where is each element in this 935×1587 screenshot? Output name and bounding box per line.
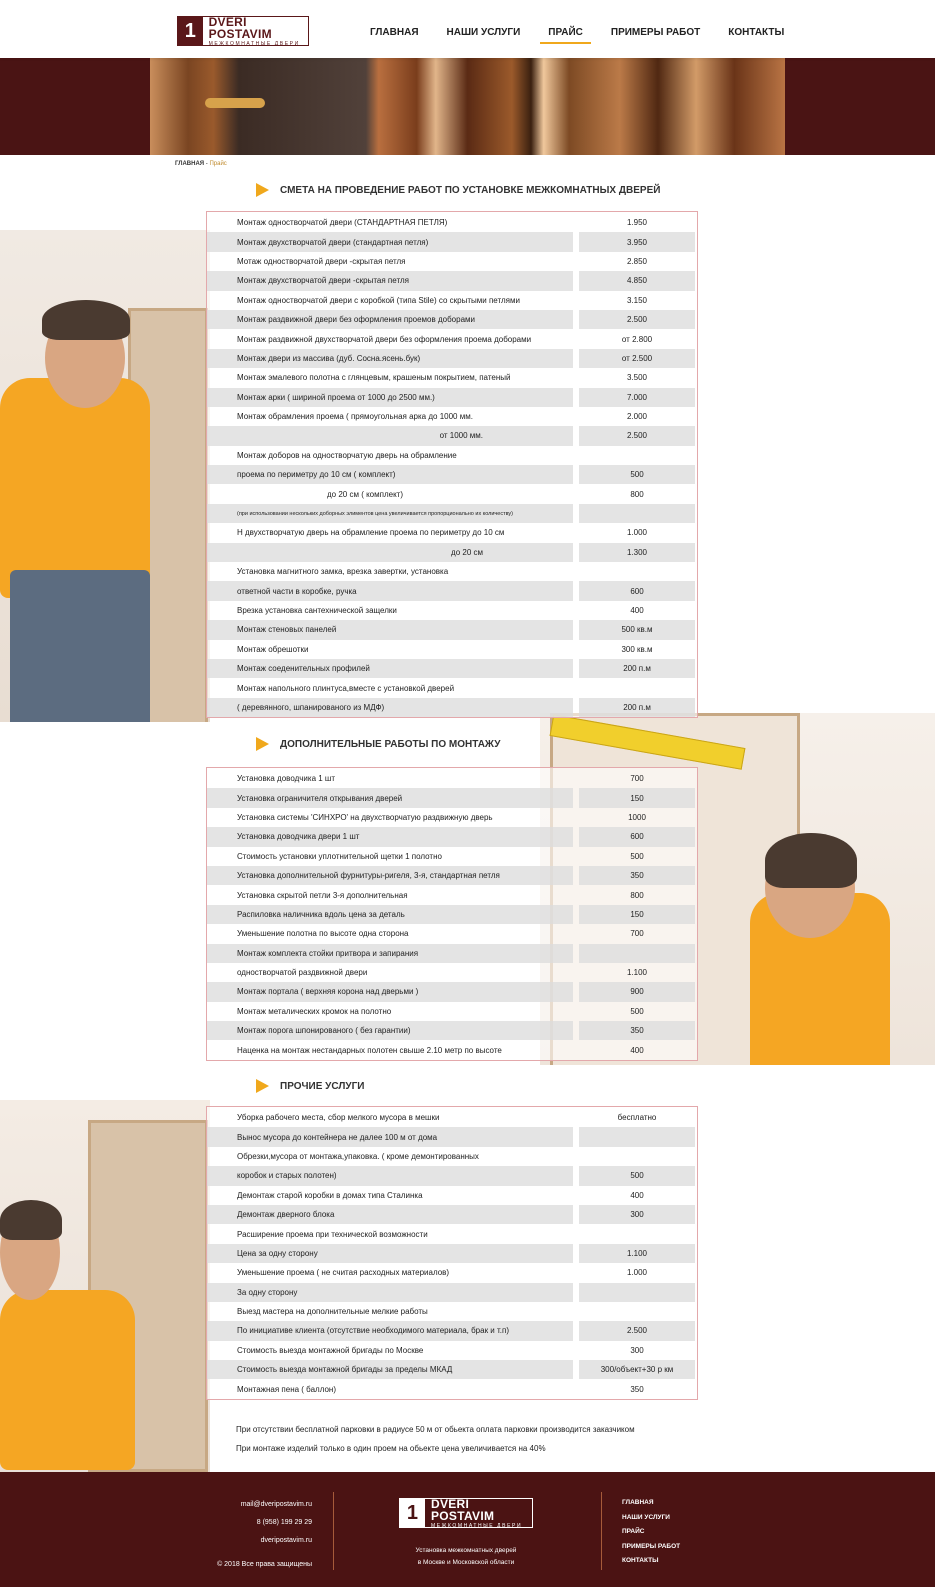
table-row — [207, 523, 697, 542]
footer-nav-home[interactable]: ГЛАВНАЯ — [622, 1499, 654, 1506]
service-name: Обрезки,мусора от монтажа,упаковка. ( кроме демонтированных — [237, 1151, 479, 1161]
service-name: Стоимость выезда монтажной бригады по Москве — [237, 1345, 424, 1355]
service-price — [579, 1127, 695, 1146]
service-name: Монтаж двери из массива (дуб. Сосна.ясень.бук) — [207, 349, 573, 368]
service-name: Вынос мусора до контейнера не далее 100 м от дома — [207, 1127, 573, 1146]
service-name: Распиловка наличника вдоль цена за деталь — [207, 905, 573, 924]
table-row — [207, 808, 697, 827]
service-price: 300 кв.м — [621, 644, 653, 654]
table-row — [207, 446, 697, 465]
nav-item-price[interactable]: ПРАЙС — [540, 0, 591, 44]
service-price — [579, 446, 695, 465]
service-price: 700 — [630, 929, 644, 939]
table-row — [207, 944, 697, 963]
logo[interactable] — [177, 16, 309, 46]
service-name: Монтаж доборов на одностворчатую дверь на обрамление — [237, 450, 457, 460]
note-parking: При отсутствии бесплатной парковки в радиусе 50 м от обьекта оплата парковки производится заказчиком — [236, 1425, 635, 1434]
service-price: бесплатно — [617, 1113, 657, 1123]
service-price: 3.150 — [626, 295, 648, 305]
table-row — [207, 271, 697, 290]
service-name: ( деревянного, шпанированого из МДФ) — [207, 698, 573, 717]
service-price: 1.000 — [626, 1268, 648, 1278]
footer-nav-services[interactable]: НАШИ УСЛУГИ — [622, 1513, 670, 1521]
service-name: до 20 см — [207, 543, 573, 562]
table-row — [207, 349, 697, 368]
footer-tagline: Установка межкомнатных дверей в Москве и Московской области — [415, 1547, 517, 1566]
service-price — [579, 1224, 695, 1243]
service-name: Установка доводчика двери 1 шт — [207, 827, 573, 846]
table-row — [207, 1002, 697, 1021]
service-price: 800 — [630, 890, 644, 900]
service-name: от 1000 мм. — [207, 426, 573, 445]
site-footer — [0, 1472, 935, 1587]
table-row — [207, 1244, 697, 1263]
table-row — [207, 769, 697, 788]
service-price: 2.500 — [579, 310, 695, 329]
table-row — [207, 1166, 697, 1185]
service-name: Уборка рабочего места, сбор мелкого мусора в мешки — [237, 1113, 440, 1123]
section-title-additional: ДОПОЛНИТЕЛЬНЫЕ РАБОТЫ ПО МОНТАЖУ — [256, 737, 500, 751]
service-name: Монтаж одностворчатой двери с коробкой (типа Stile) со скрытыми петлями — [237, 295, 520, 305]
service-price — [579, 1147, 695, 1166]
service-price: 2.000 — [626, 412, 648, 422]
service-price: 1.300 — [579, 543, 695, 562]
service-price: 500 — [579, 465, 695, 484]
service-name: Уменьшение проема ( не считая расходных материалов) — [237, 1268, 450, 1278]
table-row — [207, 1127, 697, 1146]
service-price: 2.850 — [626, 256, 648, 266]
footer-phone[interactable]: 8 (958) 199 29 29 — [256, 1519, 312, 1526]
service-name: Монтаж соеденительных профилей — [207, 659, 573, 678]
service-price: 3.500 — [626, 373, 648, 383]
service-name: Монтаж металических кромок на полотно — [237, 1006, 392, 1016]
table-row — [207, 678, 697, 697]
service-price: 400 — [630, 606, 644, 615]
table-row — [207, 788, 697, 807]
service-name: Монтаж напольного плинтуса,вместе с установкой дверей — [237, 683, 455, 693]
table-row — [207, 1360, 697, 1379]
table-row — [207, 407, 697, 426]
service-price: 500 — [630, 851, 644, 861]
table-row — [207, 1205, 697, 1224]
service-name: Монтаж арки ( шириной проема от 1000 до 2500 мм.) — [207, 388, 573, 407]
service-price: 150 — [579, 788, 695, 807]
service-price: 500 — [630, 1006, 644, 1016]
table-row — [207, 213, 697, 232]
price-table-other — [206, 1106, 698, 1400]
table-row — [207, 1040, 697, 1059]
service-name: Н двухстворчатую дверь на обрамление проема по периметру до 10 см — [237, 528, 505, 538]
table-row — [207, 1021, 697, 1040]
service-price — [579, 678, 695, 697]
footer-nav-price[interactable]: ПРАЙС — [622, 1528, 645, 1535]
arrow-icon — [256, 183, 269, 197]
table-row — [207, 1379, 697, 1398]
price-notes — [236, 1420, 635, 1458]
service-price: 900 — [579, 982, 695, 1001]
table-row — [207, 426, 697, 445]
service-name: Установка скрытой петли 3-я дополнительная — [237, 890, 408, 900]
table-row — [207, 1224, 697, 1243]
table-row — [207, 1263, 697, 1282]
table-row — [207, 291, 697, 310]
service-name: Демонтаж старой коробки в домах типа Сталинка — [237, 1190, 423, 1200]
footer-divider — [333, 1492, 334, 1570]
service-name: Мотаж одностворчатой двери -скрытая петля — [237, 256, 406, 266]
breadcrumb: ГЛАВНАЯ - Прайс — [175, 161, 227, 167]
service-name: Установка ограничителя открывания дверей — [207, 788, 573, 807]
table-row — [207, 484, 697, 503]
service-price: 300/объект+30 р км — [579, 1360, 695, 1379]
note-single-opening: При монтаже изделий только в один проем на обьекте цена увеличивается на 40% — [236, 1444, 546, 1453]
footer-nav-contacts[interactable]: КОНТАКТЫ — [622, 1557, 659, 1564]
service-name: Монтаж одностворчатой двери (СТАНДАРТНАЯ ПЕТЛЯ) — [237, 218, 448, 228]
installer-photo-3 — [0, 1100, 210, 1472]
service-price: 600 — [579, 827, 695, 846]
service-name: Расширение проема при технической возможности — [237, 1229, 428, 1239]
service-name: Монтаж двухстворчатой двери -скрытая петля — [207, 271, 573, 290]
service-price: 2.500 — [579, 1321, 695, 1340]
service-price: 200 п.м — [579, 659, 695, 678]
footer-contacts — [190, 1496, 312, 1574]
service-price: 400 — [630, 1190, 644, 1200]
service-name: Врезка установка сантехнической защелки — [237, 606, 397, 615]
service-name: (при использовании нескольких доборных элиментов цена увеличивается пропорционально их количеству) — [207, 504, 573, 523]
footer-divider — [601, 1492, 602, 1570]
table-row — [207, 620, 697, 639]
table-row — [207, 963, 697, 982]
service-name: Стоимость выезда монтажной бригады за пределы МКАД — [207, 1360, 573, 1379]
service-name: Монтаж раздвижной двери без оформления проемов доборами — [207, 310, 573, 329]
service-name: Монтаж портала ( верхняя корона над дверьми ) — [207, 982, 573, 1001]
service-name: Монтаж раздвижной двухстворчатой двери без оформления проема доборами — [237, 334, 532, 344]
table-row — [207, 232, 697, 251]
breadcrumb-home[interactable]: ГЛАВНАЯ — [175, 161, 205, 167]
table-row — [207, 601, 697, 620]
service-price: 500 кв.м — [579, 620, 695, 639]
service-name: коробок и старых полотен) — [207, 1166, 573, 1185]
service-price: 1.000 — [626, 528, 648, 538]
service-name: Монтаж обрешотки — [237, 644, 309, 654]
nav-item-contacts[interactable]: КОНТАКТЫ — [728, 27, 785, 38]
service-name: Монтажная пена ( баллон) — [237, 1384, 336, 1394]
service-name: Установка дополнительной фурнитуры-ригеля, 3-я, стандартная петля — [207, 866, 573, 885]
section-title-other: ПРОЧИЕ УСЛУГИ — [256, 1079, 364, 1093]
table-row — [207, 1321, 697, 1340]
table-row — [207, 1283, 697, 1302]
footer-email[interactable]: mail@dveripostavim.ru — [240, 1501, 312, 1508]
service-name: Монтаж стеновых панелей — [207, 620, 573, 639]
service-price: 400 — [630, 1045, 644, 1055]
service-price: 500 — [579, 1166, 695, 1185]
service-price: 4.850 — [579, 271, 695, 290]
section-title-installation: СМЕТА НА ПРОВЕДЕНИЕ РАБОТ ПО УСТАНОВКЕ МЕЖКОМНАТНЫХ ДВЕРЕЙ — [256, 183, 660, 197]
nav-item-home[interactable]: ГЛАВНАЯ — [370, 27, 419, 38]
table-row — [207, 543, 697, 562]
table-row — [207, 310, 697, 329]
service-name: Уменьшение полотна по высоте одна сторона — [237, 929, 409, 939]
table-row — [207, 982, 697, 1001]
table-row — [207, 640, 697, 659]
service-price: 1.100 — [579, 1244, 695, 1263]
service-name: По инициативе клиента (отсутствие необходимого материала, брак и т.п) — [207, 1321, 573, 1340]
service-name: Стоимость установки уплотнительной щетки 1 полотно — [237, 851, 442, 861]
footer-logo[interactable]: 1 DVERI POSTAVIM МЕЖКОМНАТНЫЕ ДВЕРИ — [399, 1498, 533, 1528]
service-price: 350 — [630, 1384, 644, 1394]
service-name: Установка магнитного замка, врезка завертки, установка — [237, 567, 449, 577]
service-price: 2.500 — [579, 426, 695, 445]
table-row — [207, 1302, 697, 1321]
table-row — [207, 1147, 697, 1166]
service-price: 300 — [579, 1205, 695, 1224]
service-price: от 2.800 — [621, 334, 653, 344]
service-name: Монтаж двухстворчатой двери (стандартная петля) — [207, 232, 573, 251]
service-name: Цена за одну сторону — [207, 1244, 573, 1263]
service-price: 1.950 — [626, 218, 648, 228]
service-name: Установка доводчика 1 шт — [237, 774, 335, 784]
table-row — [207, 562, 697, 581]
service-price: 350 — [579, 866, 695, 885]
table-row — [207, 1108, 697, 1127]
service-price — [579, 504, 695, 523]
arrow-icon — [256, 1079, 269, 1093]
table-row — [207, 924, 697, 943]
service-name: до 20 см ( комплект) — [327, 489, 403, 499]
table-row — [207, 659, 697, 678]
footer-copyright: © 2018 Все права защищены — [217, 1561, 312, 1568]
main-nav — [362, 0, 804, 58]
arrow-icon — [256, 737, 269, 751]
service-price: 800 — [630, 489, 644, 499]
footer-nav-portfolio[interactable]: ПРИМЕРЫ РАБОТ — [622, 1542, 681, 1550]
table-row — [207, 885, 697, 904]
table-row — [207, 388, 697, 407]
installer-photo-1 — [0, 230, 210, 722]
service-price — [579, 1302, 695, 1321]
door-handle-image — [205, 98, 265, 108]
logo-mark: 1 — [178, 17, 203, 45]
table-row — [207, 827, 697, 846]
service-name: Монтаж комплекта стойки притвора и запирания — [207, 944, 573, 963]
service-name: проема по периметру до 10 см ( комплект) — [207, 465, 573, 484]
price-table-installation — [206, 211, 698, 718]
service-name: Монтаж порога шпонированого ( без гарантии) — [207, 1021, 573, 1040]
table-row — [207, 905, 697, 924]
logo-name: DVERI POSTAVIM — [208, 14, 272, 41]
service-name: Демонтаж дверного блока — [207, 1205, 573, 1224]
site-header — [0, 0, 935, 58]
table-row — [207, 465, 697, 484]
price-table-additional — [206, 767, 698, 1061]
service-price: 3.950 — [579, 232, 695, 251]
logo-tagline: МЕЖКОМНАТНЫЕ ДВЕРИ — [208, 40, 300, 47]
service-price: 600 — [579, 581, 695, 600]
service-name: Установка системы 'СИНХРО' на двухстворчатую раздвижную дверь — [237, 812, 493, 822]
table-row — [207, 368, 697, 387]
service-price — [579, 1283, 695, 1302]
service-name: ответной части в коробке, ручка — [207, 581, 573, 600]
service-price: 200 п.м — [579, 698, 695, 717]
table-row — [207, 866, 697, 885]
service-price: 700 — [630, 774, 644, 784]
service-price: 1000 — [628, 812, 646, 822]
service-name: Монтаж обрамления проема ( прямоугольная арка до 1000 мм. — [237, 412, 473, 422]
service-price — [579, 562, 695, 581]
table-row — [207, 1186, 697, 1205]
breadcrumb-current: Прайс — [209, 161, 227, 167]
service-price: 300 — [630, 1345, 644, 1355]
service-price: 7.000 — [579, 388, 695, 407]
service-name: Наценка на монтаж нестандарных полотен свыше 2.10 метр по высоте — [237, 1045, 502, 1055]
table-row — [207, 252, 697, 271]
table-row — [207, 329, 697, 348]
nav-item-services[interactable]: НАШИ УСЛУГИ — [446, 27, 521, 38]
footer-site[interactable]: dveripostavim.ru — [260, 1537, 312, 1544]
footer-nav — [622, 1496, 680, 1569]
service-name: За одну сторону — [207, 1283, 573, 1302]
service-price: 150 — [579, 905, 695, 924]
hero-banner — [0, 58, 935, 155]
service-price: от 2.500 — [579, 349, 695, 368]
table-row — [207, 581, 697, 600]
table-row — [207, 1341, 697, 1360]
service-price: 1.100 — [626, 968, 648, 978]
nav-item-portfolio[interactable]: ПРИМЕРЫ РАБОТ — [610, 27, 701, 38]
service-price: 350 — [579, 1021, 695, 1040]
table-row — [207, 847, 697, 866]
service-name: Выезд мастера на дополнительные мелкие работы — [237, 1307, 428, 1317]
table-row — [207, 504, 697, 523]
service-price — [579, 944, 695, 963]
service-name: Монтаж эмалевого полотна с глянцевым, крашеным покрытием, патеный — [237, 373, 511, 383]
service-name: одностворчатой раздвижной двери — [237, 968, 368, 978]
table-row — [207, 698, 697, 717]
